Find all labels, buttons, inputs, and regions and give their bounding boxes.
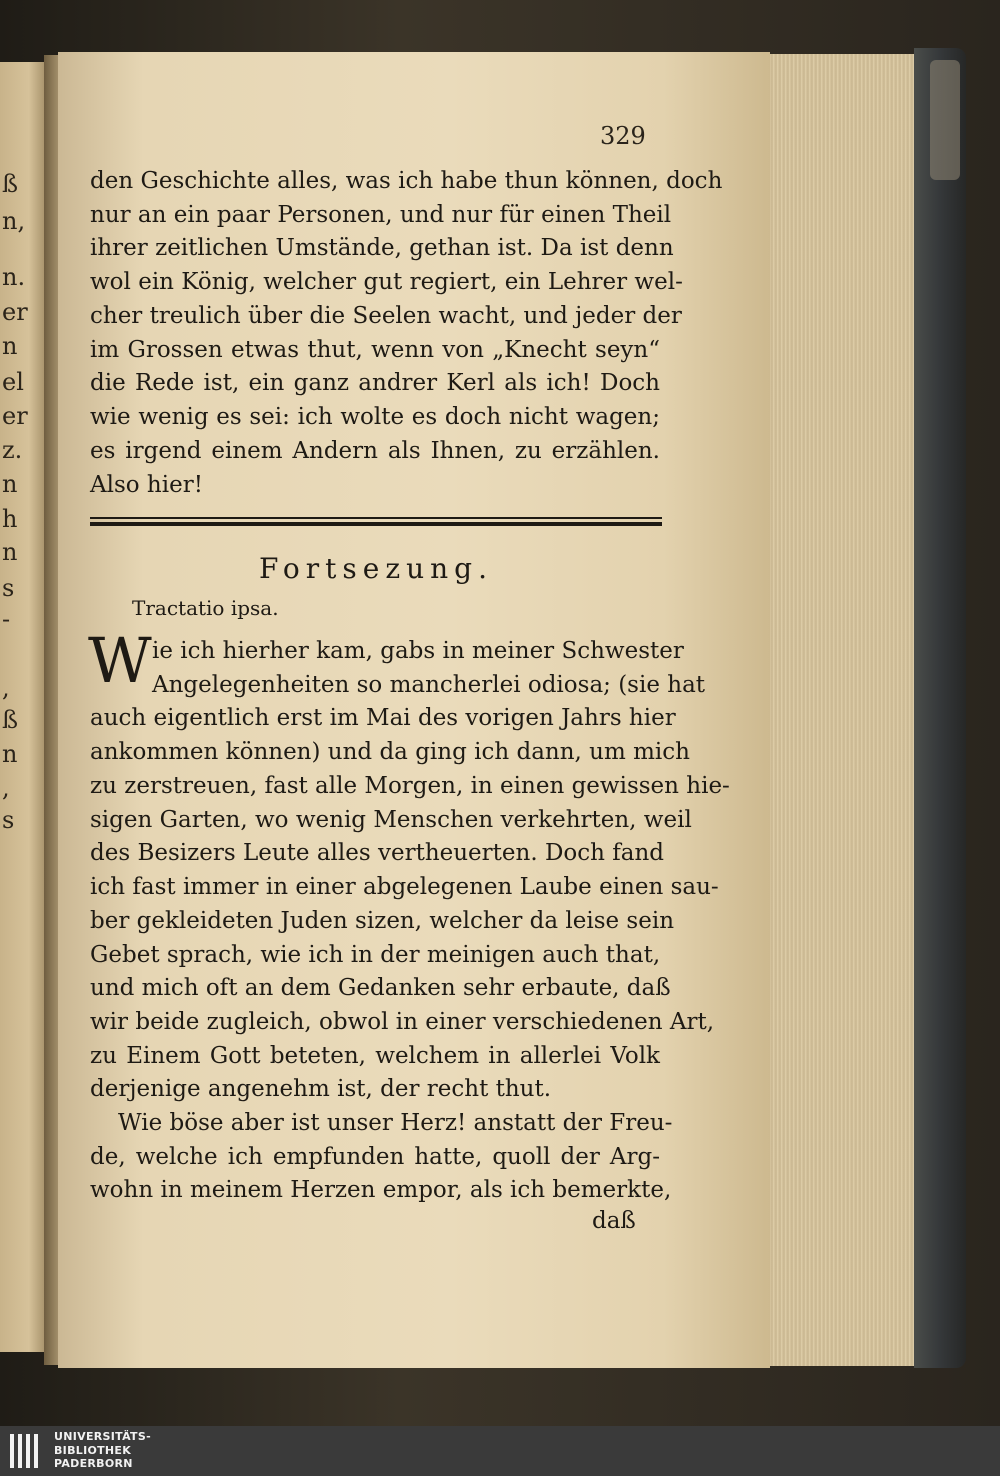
text-line: wol ein König, welcher gut regiert, ein Lehrer wel- <box>90 269 683 295</box>
text-line: es irgend einem Andern als Ihnen, zu erzählen. <box>90 438 660 464</box>
left-page-fragment: h <box>2 505 18 533</box>
text-line: nur an ein paar Personen, und nur für einen Theil <box>90 202 672 228</box>
text-line: derjenige angenehm ist, der recht thut. <box>90 1076 552 1102</box>
left-page-fragment: z. <box>2 436 23 464</box>
left-page-fragment: el <box>2 368 24 396</box>
text-line: wohn in meinem Herzen empor, als ich bemerkte, <box>90 1177 672 1203</box>
text-line: cher treulich über die Seelen wacht, und jeder der <box>90 303 682 329</box>
section-rule <box>90 517 662 526</box>
text-line: ihrer zeitlichen Umstände, gethan ist. Da ist denn <box>90 235 674 261</box>
text-line: die Rede ist, ein ganz andrer Kerl als ich! Doch <box>90 370 660 396</box>
library-logo-text <box>54 1430 151 1471</box>
text-line: den Geschichte alles, was ich habe thun können, doch <box>90 168 723 194</box>
left-page-fragment: n <box>2 470 18 498</box>
book-cover <box>914 48 966 1368</box>
left-page-fragment: er <box>2 298 28 326</box>
left-page-fragment: er <box>2 402 28 430</box>
left-page-fragment: , <box>2 674 10 702</box>
logo-line: PADERBORN <box>54 1457 133 1470</box>
page-edges <box>766 54 926 1366</box>
text-line: Angelegenheiten so mancherlei odiosa; (sie hat <box>152 672 706 698</box>
text-line: ber gekleideten Juden sizen, welcher da leise sein <box>90 908 675 934</box>
text-line: ich fast immer in einer abgelegenen Laube einen sau- <box>90 874 719 900</box>
left-page-fragment: s <box>2 806 15 834</box>
section-subheading: Tractatio ipsa. <box>132 596 279 620</box>
library-logo-icon <box>8 1432 44 1470</box>
text-line: im Grossen etwas thut, wenn von „Knecht seyn“ <box>90 337 660 363</box>
left-page-fragment: n <box>2 332 18 360</box>
text-line: des Besizers Leute alles vertheuerten. Doch fand <box>90 840 665 866</box>
left-page-fragment: n, <box>2 207 26 235</box>
left-page-fragment: ß <box>2 706 19 734</box>
page-number: 329 <box>600 122 646 150</box>
text-line: ie ich hierher kam, gabs in meiner Schwester <box>152 638 684 664</box>
left-page-edge <box>0 62 48 1352</box>
logo-line: BIBLIOTHEK <box>54 1443 132 1457</box>
text-line: und mich oft an dem Gedanken sehr erbaute, daß <box>90 975 671 1001</box>
text-line: wir beide zugleich, obwol in einer verschiedenen Art, <box>90 1009 715 1035</box>
text-line: wie wenig es sei: ich wolte es doch nicht wagen; <box>90 404 660 430</box>
text-line: zu zerstreuen, fast alle Morgen, in einen gewissen hie- <box>90 773 730 799</box>
text-line: de, welche ich empfunden hatte, quoll der Arg- <box>90 1144 660 1170</box>
left-page-fragment: n. <box>2 263 26 291</box>
cover-wear <box>930 60 960 180</box>
text-line: zu Einem Gott beteten, welchem in allerlei Volk <box>90 1043 660 1069</box>
text-line: Wie böse aber ist unser Herz! anstatt der Freu- <box>118 1110 673 1136</box>
left-page-fragment: n <box>2 538 18 566</box>
text-line: auch eigentlich erst im Mai des vorigen Jahrs hier <box>90 705 676 731</box>
left-page-fragment: s <box>2 574 15 602</box>
footer-bar <box>0 1426 1000 1476</box>
text-line: ankommen können) und da ging ich dann, um mich <box>90 739 690 765</box>
catchword: daß <box>592 1208 636 1234</box>
drop-cap: W <box>88 624 152 697</box>
text-line: Gebet sprach, wie ich in der meinigen auch that, <box>90 942 661 968</box>
text-line: Also hier! <box>90 472 203 498</box>
text-line: sigen Garten, wo wenig Menschen verkehrten, weil <box>90 807 692 833</box>
logo-line: UNIVERSITÄTS- <box>54 1430 151 1443</box>
left-page-fragment: , <box>2 774 10 802</box>
left-page-fragment: ß <box>2 170 19 198</box>
left-page-fragment: - <box>2 605 11 633</box>
left-page-fragment: n <box>2 740 18 768</box>
section-heading: Fortsezung. <box>259 552 493 585</box>
